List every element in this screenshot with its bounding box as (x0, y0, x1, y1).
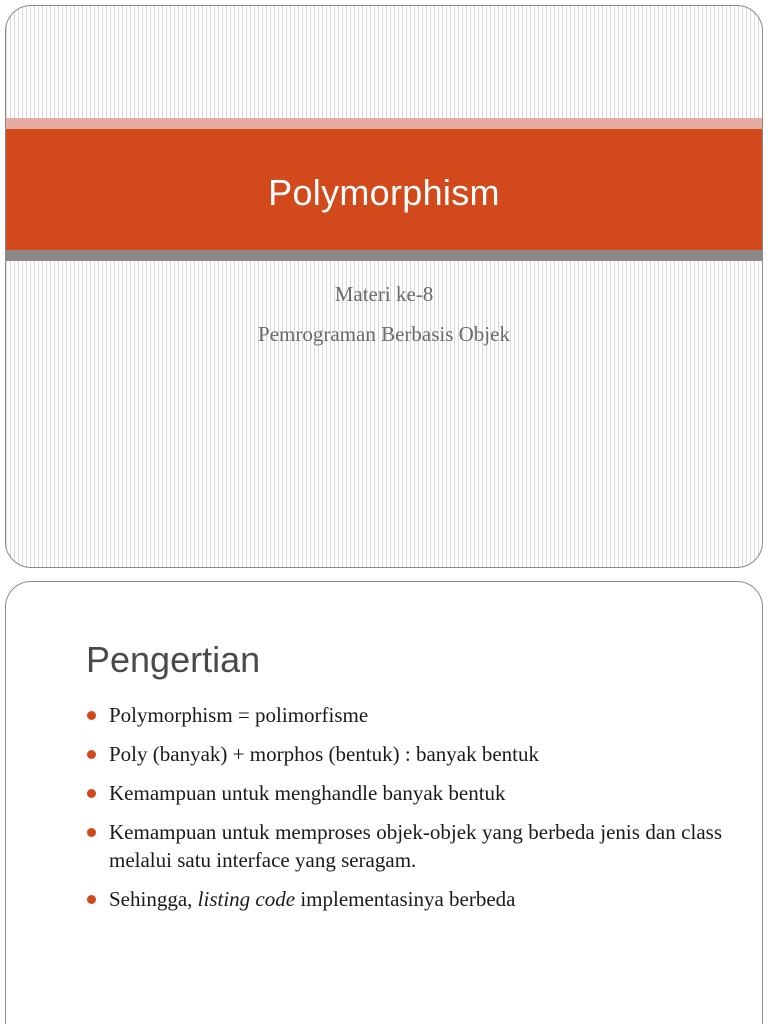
slide-heading: Pengertian (86, 639, 261, 680)
bullet-item (86, 740, 722, 768)
bullet-text-suffix: implementasinya berbeda (295, 887, 516, 911)
bullet-text: Poly (banyak) + morphos (bentuk) : banyak bentuk (109, 742, 540, 766)
bullet-text-prefix: Sehingga, (109, 887, 198, 911)
subtitle-line-2: Pemrograman Berbasis Objek (258, 322, 510, 346)
bullet-text: Polymorphism = polimorfisme (109, 703, 369, 727)
content-slide (5, 581, 763, 1024)
bullet-icon (87, 750, 96, 759)
bullet-text: Kemampuan untuk memproses objek-objek yang berbeda jenis dan class melalui satu interface yang seragam. (109, 820, 722, 872)
subtitle-line-1: Materi ke-8 (334, 282, 434, 306)
bullet-item (86, 885, 722, 913)
slide-title: Polymorphism (268, 171, 500, 213)
bullet-item (86, 701, 722, 729)
bullet-icon (87, 828, 96, 837)
bullet-icon (87, 789, 96, 798)
bullet-list (86, 701, 722, 924)
title-band (6, 129, 762, 250)
bullet-item (86, 779, 722, 807)
bullet-icon (87, 711, 96, 720)
bullet-text-italic: listing code (197, 887, 296, 911)
subtitle (6, 274, 762, 354)
bullet-icon (87, 895, 96, 904)
title-band-bottom-stripe (6, 250, 762, 261)
bullet-text: Kemampuan untuk menghandle banyak bentuk (109, 781, 506, 805)
title-band-top-stripe (6, 118, 762, 129)
title-slide (5, 5, 763, 568)
bullet-item (86, 818, 722, 874)
